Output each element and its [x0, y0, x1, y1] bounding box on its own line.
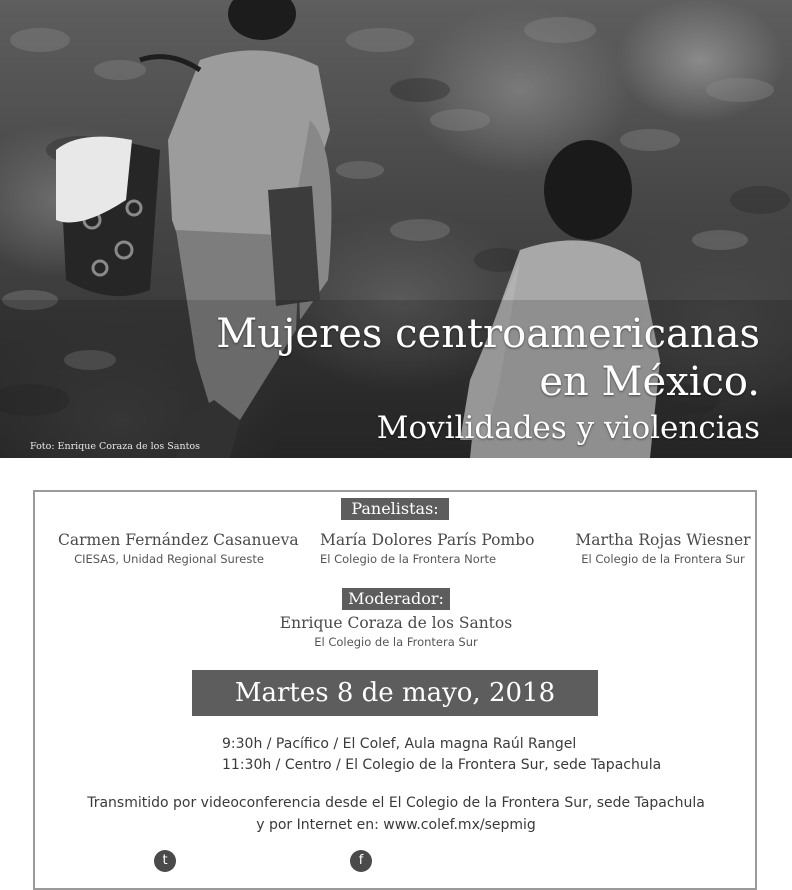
schedule-line-2: 11:30h / Centro / El Colegio de la Frontera Sur, sede Tapachula — [222, 757, 662, 773]
photo-credit: Foto: Enrique Coraza de los Santos — [30, 441, 200, 452]
panelist-name: Martha Rojas Wiesner — [575, 531, 751, 549]
broadcast-line-2: y por Internet en: www.colef.mx/sepmig — [256, 817, 536, 833]
panelist-institution: El Colegio de la Frontera Norte — [320, 552, 497, 566]
schedule-line-1: 9:30h / Pacífico / El Colef, Aula magna Raúl Rangel — [222, 736, 577, 752]
panelists-label: Panelistas: — [341, 498, 449, 520]
event-title — [216, 310, 760, 450]
title-line-2: en México. — [539, 359, 760, 405]
panelist-institution: CIESAS, Unidad Regional Sureste — [74, 552, 264, 566]
moderator — [246, 614, 546, 649]
twitter-icon[interactable]: t — [154, 850, 176, 872]
facebook-icon[interactable]: f — [350, 850, 372, 872]
panelist-name: María Dolores París Pombo — [320, 531, 535, 549]
panelist-3 — [570, 531, 756, 566]
moderator-label: Moderador: — [342, 588, 450, 610]
moderator-name: Enrique Coraza de los Santos — [279, 614, 513, 632]
moderator-institution: El Colegio de la Frontera Sur — [314, 635, 478, 649]
panelist-institution: El Colegio de la Frontera Sur — [581, 552, 745, 566]
event-date: Martes 8 de mayo, 2018 — [192, 670, 598, 716]
panelist-2 — [320, 531, 535, 566]
subtitle: Movilidades y violencias — [376, 410, 760, 446]
panelist-1 — [58, 531, 299, 566]
broadcast-line-1: Transmitido por videoconferencia desde el El Colegio de la Frontera Sur, sede Tapachula — [87, 795, 705, 811]
panelist-name: Carmen Fernández Casanueva — [58, 531, 299, 549]
title-line-1: Mujeres centroamericanas — [216, 311, 760, 357]
